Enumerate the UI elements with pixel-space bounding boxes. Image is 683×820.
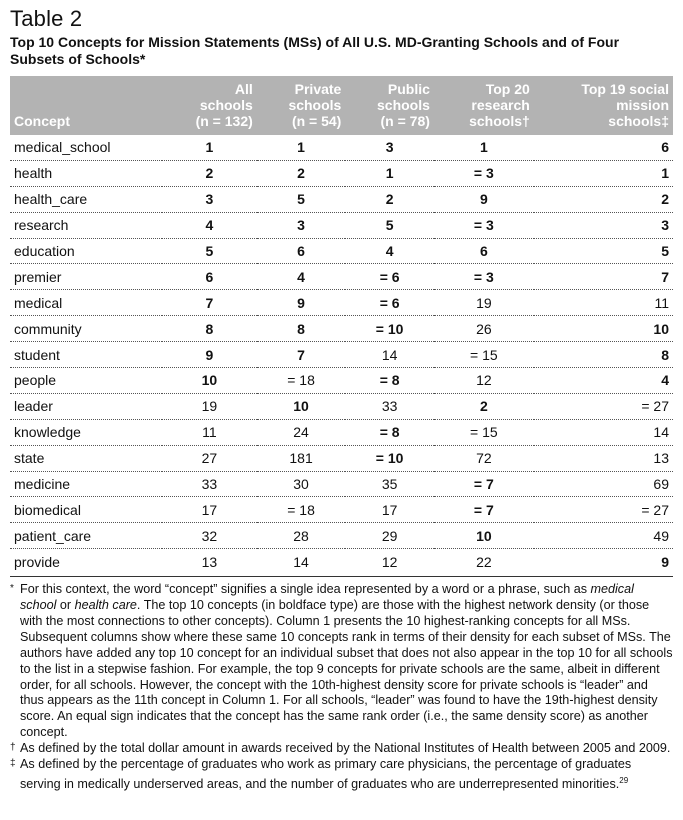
table-label: Table 2 [10, 6, 83, 31]
rank-cell: 22 [476, 553, 492, 570]
table-row [10, 342, 673, 368]
concept-cell: medical_school [10, 135, 162, 160]
rank-cell: 3 [534, 212, 673, 238]
rank-cell: 7 [534, 264, 673, 290]
rank-cell: 14 [534, 419, 673, 445]
rank-cell: 28 [257, 523, 346, 549]
header-line: All [234, 81, 253, 97]
concept-cell: student [10, 342, 162, 368]
rank-cell: = 15 [434, 419, 534, 445]
rank-cell: 1 [162, 135, 257, 160]
rank-cell: 27 [162, 445, 257, 471]
rank-cell: 33 [162, 471, 257, 497]
rank-cell: 11 [534, 290, 673, 316]
rank-cell: 35 [345, 471, 434, 497]
rank-cell: 12 [434, 368, 534, 394]
rank-cell: 32 [162, 523, 257, 549]
table-row [10, 290, 673, 316]
header-line: Private [294, 81, 342, 97]
table-row [10, 264, 673, 290]
header-line: (n = 78) [380, 113, 430, 129]
rank-cell: 33 [345, 393, 434, 419]
footnote-star-mark: * [10, 583, 14, 595]
concept-cell: people [10, 368, 162, 394]
rank-cell: 9 [434, 186, 534, 212]
table-row [10, 497, 673, 523]
rank-cell: = 6 [345, 264, 434, 290]
table-row [10, 523, 673, 549]
rank-cell: 2 [345, 186, 434, 212]
rank-cell: 3 [257, 212, 346, 238]
concept-cell: community [10, 316, 162, 342]
header-all-schools [162, 76, 257, 135]
header-concept [10, 76, 162, 135]
rank-cell: 9 [661, 553, 669, 570]
rank-cell: 49 [534, 523, 673, 549]
header-line: Top 20 [485, 81, 530, 97]
header-top20-research [434, 76, 534, 135]
rank-cell: 6 [257, 238, 346, 264]
table-row [10, 212, 673, 238]
rank-cell: = 3 [434, 212, 534, 238]
rank-cell: 7 [162, 290, 257, 316]
rank-cell: 26 [434, 316, 534, 342]
rank-cell: 8 [534, 342, 673, 368]
table-row [10, 471, 673, 497]
rank-cell: 11 [162, 419, 257, 445]
footnote-star-text [20, 582, 673, 739]
rank-cell: 1 [257, 135, 346, 160]
rank-cell: 9 [257, 290, 346, 316]
concept-cell: state [10, 445, 162, 471]
concept-cell: patient_care [10, 523, 162, 549]
table-row [10, 160, 673, 186]
rank-cell: = 3 [434, 264, 534, 290]
footnote-italic-term: health care [74, 598, 137, 613]
rank-cell: 5 [534, 238, 673, 264]
footnote-reference: 29 [619, 776, 629, 786]
concept-cell: medical [10, 290, 162, 316]
table-row [10, 316, 673, 342]
rank-cell: 19 [434, 290, 534, 316]
rank-cell: 10 [162, 368, 257, 394]
rank-cell: = 27 [534, 497, 673, 523]
header-line: schools† [469, 113, 530, 129]
rank-cell: 10 [534, 316, 673, 342]
concept-cell: leader [10, 393, 162, 419]
footnote-double-dagger [10, 757, 673, 793]
header-line: Top 19 social [581, 81, 669, 97]
footnote-text-part: or [56, 598, 75, 613]
rank-cell: = 10 [345, 445, 434, 471]
header-concept-label: Concept [14, 113, 70, 129]
header-line: schools [377, 97, 430, 113]
rank-cell: = 27 [534, 393, 673, 419]
table-bottom-rule [10, 576, 673, 577]
rank-cell: 4 [534, 368, 673, 394]
rank-cell: 12 [381, 553, 398, 570]
rank-cell: = 15 [434, 342, 534, 368]
rank-cell: 17 [162, 497, 257, 523]
rank-cell: = 6 [345, 290, 434, 316]
rank-cell: 2 [257, 160, 346, 186]
footnote-dagger-mark: † [10, 742, 16, 754]
rank-cell: 72 [434, 445, 534, 471]
table-row [10, 419, 673, 445]
rank-cell: 3 [345, 135, 434, 160]
footnote-double-dagger-text: As defined by the percentage of graduates who work as primary care physicians, the percentage of graduates serving in medically underserved areas, and the number of graduates who are underrepresented minorities. [20, 757, 632, 792]
footnote-dagger [10, 741, 673, 757]
rank-cell: 4 [162, 212, 257, 238]
rank-cell: 6 [162, 264, 257, 290]
concept-cell: education [10, 238, 162, 264]
rank-cell: 29 [345, 523, 434, 549]
rank-cell: 1 [434, 135, 534, 160]
table-row [10, 393, 673, 419]
concept-cell: provide [14, 553, 60, 570]
rank-cell: = 8 [345, 368, 434, 394]
footnote-text-part: . The top 10 concepts (in boldface type) are those with the highest network density (or those with the most connections to other concepts). Column 1 presents the 10 highest-ranking concepts for all MSs. Subsequent columns show where these same 10 concepts rank in terms of their density for each subset of MSs. The authors have added any top 10 concept for an individual subset that does not also appear in the top 10 for all schools to the list in a stepwise fashion. For example, the top 9 concepts for private schools are the same, albeit in different order, for all schools. However, the concept with the 10th-highest density score for private schools is “leader” and thus appears as the 11th concept in Column 1. For all schools, “leader” was found to have the 19th-highest density score. An equal sign indicates that the concept has the same rank order (i.e., the same density score) as another concept. [20, 598, 673, 740]
footnotes [10, 582, 673, 793]
rank-cell: = 18 [257, 368, 346, 394]
rank-cell: 13 [534, 445, 673, 471]
rank-cell: 3 [162, 186, 257, 212]
rank-cell: 4 [257, 264, 346, 290]
table-row [10, 549, 673, 574]
footnote-dagger-text: As defined by the total dollar amount in awards received by the National Institutes of Health between 2005 and 2009. [20, 741, 671, 756]
rank-cell: 1 [345, 160, 434, 186]
rank-cell: = 3 [434, 160, 534, 186]
rank-cell: 181 [257, 445, 346, 471]
table-row [10, 186, 673, 212]
header-line: (n = 132) [195, 113, 253, 129]
rank-cell: 69 [534, 471, 673, 497]
rank-cell: 6 [534, 135, 673, 160]
table-row [10, 238, 673, 264]
concept-cell: biomedical [10, 497, 162, 523]
rank-cell: = 18 [257, 497, 346, 523]
header-line: Public [387, 81, 430, 97]
concept-cell: medicine [10, 471, 162, 497]
rank-cell: = 8 [345, 419, 434, 445]
header-line: research [471, 97, 530, 113]
rank-cell: 5 [257, 186, 346, 212]
concept-cell: knowledge [10, 419, 162, 445]
rank-cell: 2 [434, 393, 534, 419]
footnote-text-part: For this context, the word “concept” signifies a single idea represented by a word or a phrase, such as [20, 582, 591, 597]
rank-cell: 19 [162, 393, 257, 419]
header-row [10, 76, 673, 135]
rank-cell: 14 [345, 342, 434, 368]
concept-cell: research [10, 212, 162, 238]
rank-cell: = 7 [434, 471, 534, 497]
rank-cell: 2 [162, 160, 257, 186]
table-row [10, 445, 673, 471]
footnote-star [10, 582, 673, 741]
rank-cell: 2 [534, 186, 673, 212]
header-line: schools [199, 97, 253, 113]
rank-cell: 17 [345, 497, 434, 523]
rank-cell: = 7 [434, 497, 534, 523]
rank-cell: 14 [293, 553, 309, 570]
rank-cell: 5 [162, 238, 257, 264]
table-caption: Top 10 Concepts for Mission Statements (MSs) of All U.S. MD-Granting Schools and of Four Subsets of Schools* [10, 34, 620, 67]
footnote-italic-term: medical school [20, 582, 634, 613]
concept-cell: premier [10, 264, 162, 290]
concept-cell: health [10, 160, 162, 186]
header-line: (n = 54) [291, 113, 342, 129]
rank-cell: 9 [162, 342, 257, 368]
concepts-table [10, 76, 673, 574]
rank-cell: 24 [257, 419, 346, 445]
rank-cell: 1 [534, 160, 673, 186]
concept-cell: health_care [10, 186, 162, 212]
rank-cell: 4 [345, 238, 434, 264]
rank-cell: = 10 [345, 316, 434, 342]
table-header [10, 76, 673, 135]
header-line: schools‡ [608, 113, 669, 129]
header-private-schools [257, 76, 346, 135]
header-line: schools [288, 97, 342, 113]
table-row [10, 368, 673, 394]
rank-cell: 7 [257, 342, 346, 368]
rank-cell: 13 [201, 553, 218, 570]
header-top19-social-mission [534, 76, 673, 135]
header-line: mission [616, 97, 669, 113]
rank-cell: 8 [257, 316, 346, 342]
rank-cell: 8 [162, 316, 257, 342]
rank-cell: 6 [434, 238, 534, 264]
rank-cell: 30 [257, 471, 346, 497]
rank-cell: 10 [257, 393, 346, 419]
rank-cell: 5 [345, 212, 434, 238]
header-public-schools [345, 76, 434, 135]
table-body [10, 135, 673, 574]
table-row [10, 135, 673, 160]
rank-cell: 10 [434, 523, 534, 549]
footnote-double-dagger-mark: ‡ [10, 758, 16, 770]
